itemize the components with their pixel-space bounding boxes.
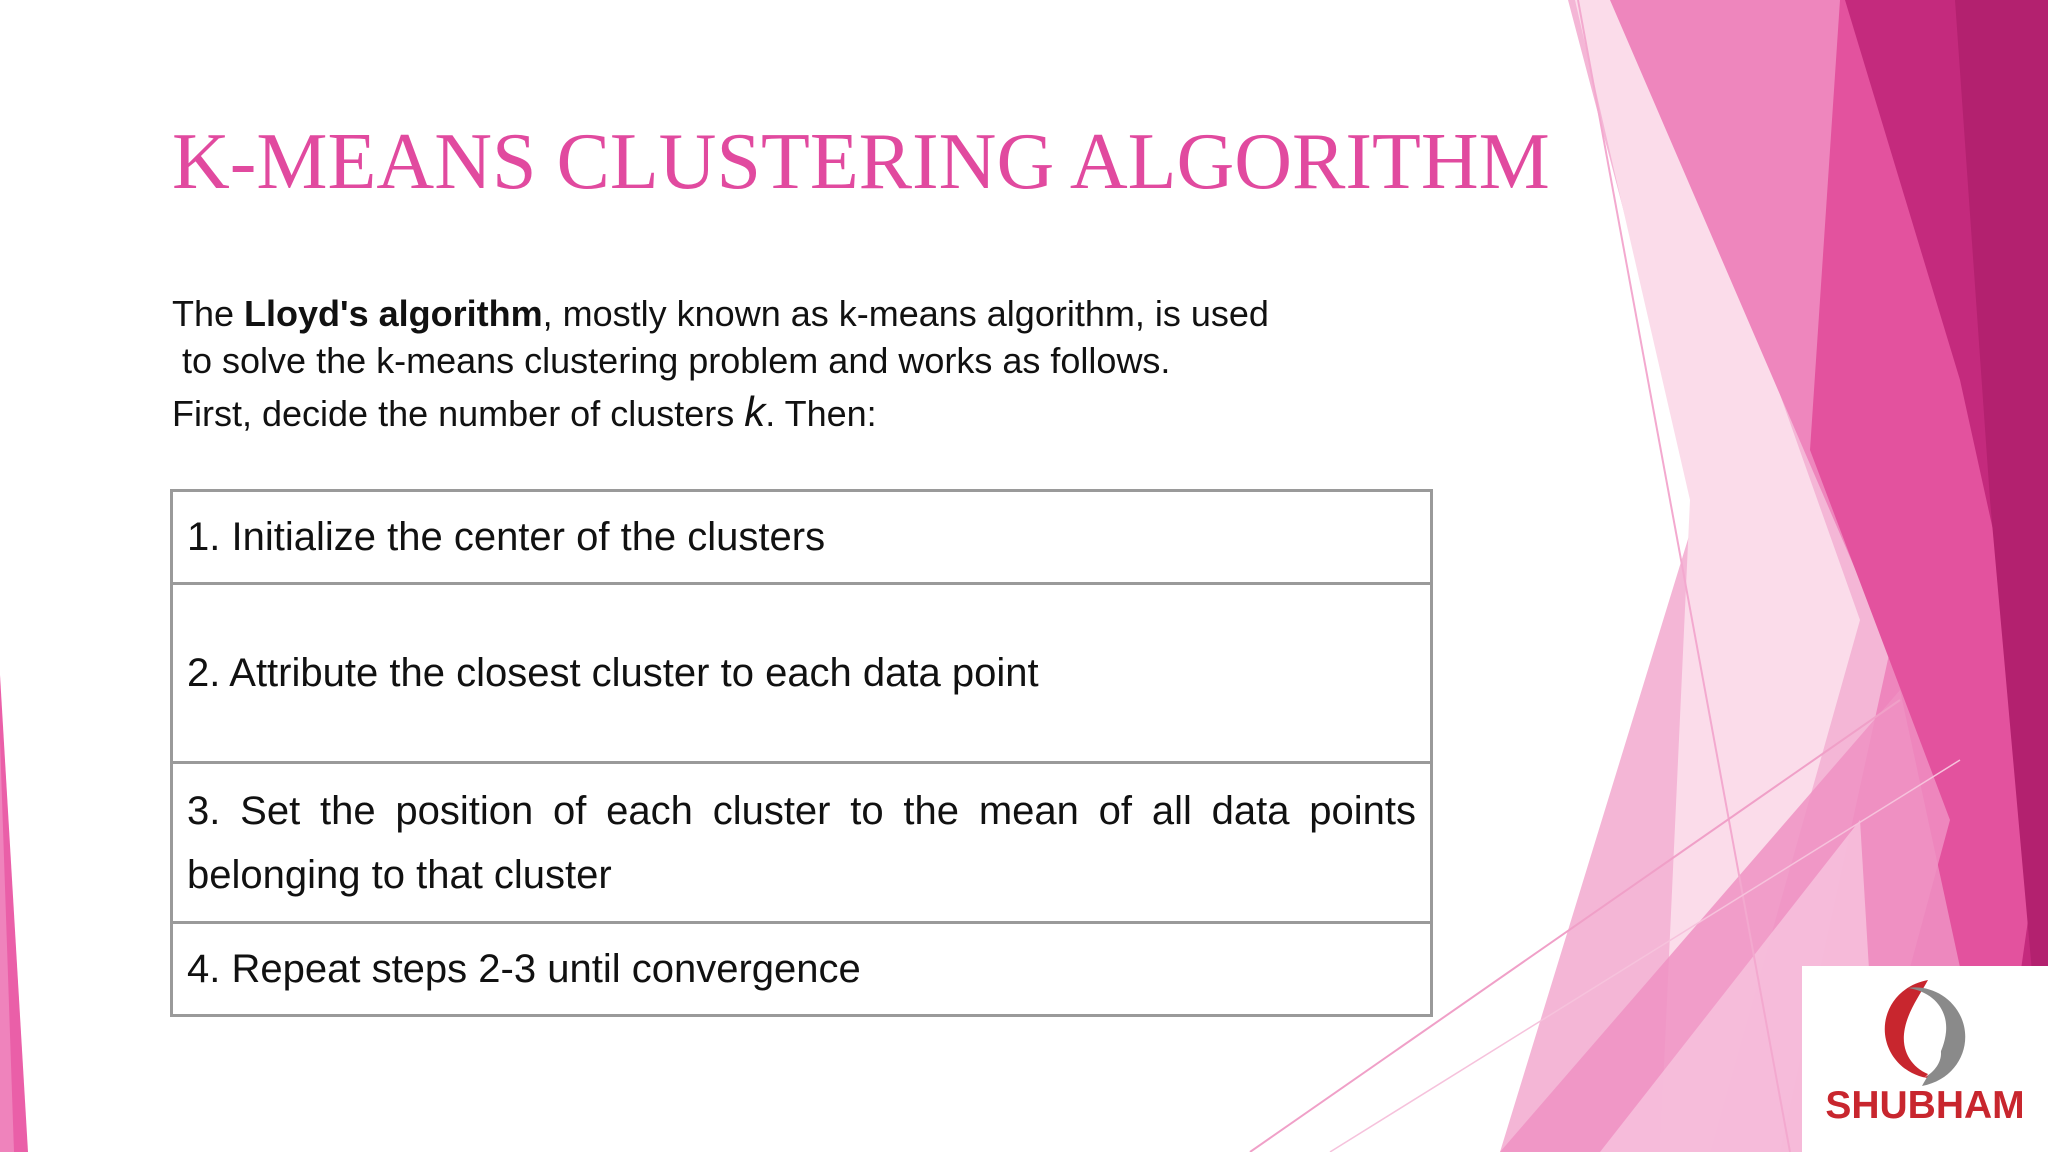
shubham-logo bbox=[1802, 966, 2048, 1152]
intro-line-1-end: , mostly known as k-means algorithm, is used bbox=[542, 293, 1269, 334]
intro-line-3-start: First, decide the number of clusters bbox=[172, 393, 745, 434]
step-row-4 bbox=[172, 923, 1432, 1016]
step-row-1 bbox=[172, 491, 1432, 584]
intro-line-2 bbox=[172, 337, 1422, 384]
k-variable: k bbox=[744, 388, 766, 435]
step-2-cell: 2. Attribute the closest cluster to each data point bbox=[172, 584, 1432, 763]
intro-paragraph bbox=[172, 290, 1422, 435]
slide-title: K-MEANS CLUSTERING ALGORITHM bbox=[172, 118, 1550, 206]
step-row-2 bbox=[172, 584, 1432, 763]
step-4-cell: 4. Repeat steps 2-3 until convergence bbox=[172, 923, 1432, 1016]
intro-line-1 bbox=[172, 290, 1422, 337]
step-1-cell: 1. Initialize the center of the clusters bbox=[172, 491, 1432, 584]
step-row-3 bbox=[172, 763, 1432, 923]
intro-line-1-start: The bbox=[172, 293, 245, 334]
logo-wordmark: SHUBHAM bbox=[1825, 1084, 2025, 1127]
intro-line-2-text: to solve the k-means clustering problem and works as follows. bbox=[172, 340, 1171, 381]
steps-table bbox=[170, 489, 1433, 1017]
step-3-cell: 3. Set the position of each cluster to the mean of all data points belonging to that cluster bbox=[172, 763, 1432, 923]
intro-line-3-end: . Then: bbox=[765, 393, 877, 434]
intro-line-3 bbox=[172, 388, 1422, 435]
lloyds-algorithm-term: Lloyd's algorithm bbox=[244, 293, 543, 334]
shubham-logo-icon bbox=[1866, 974, 1984, 1092]
